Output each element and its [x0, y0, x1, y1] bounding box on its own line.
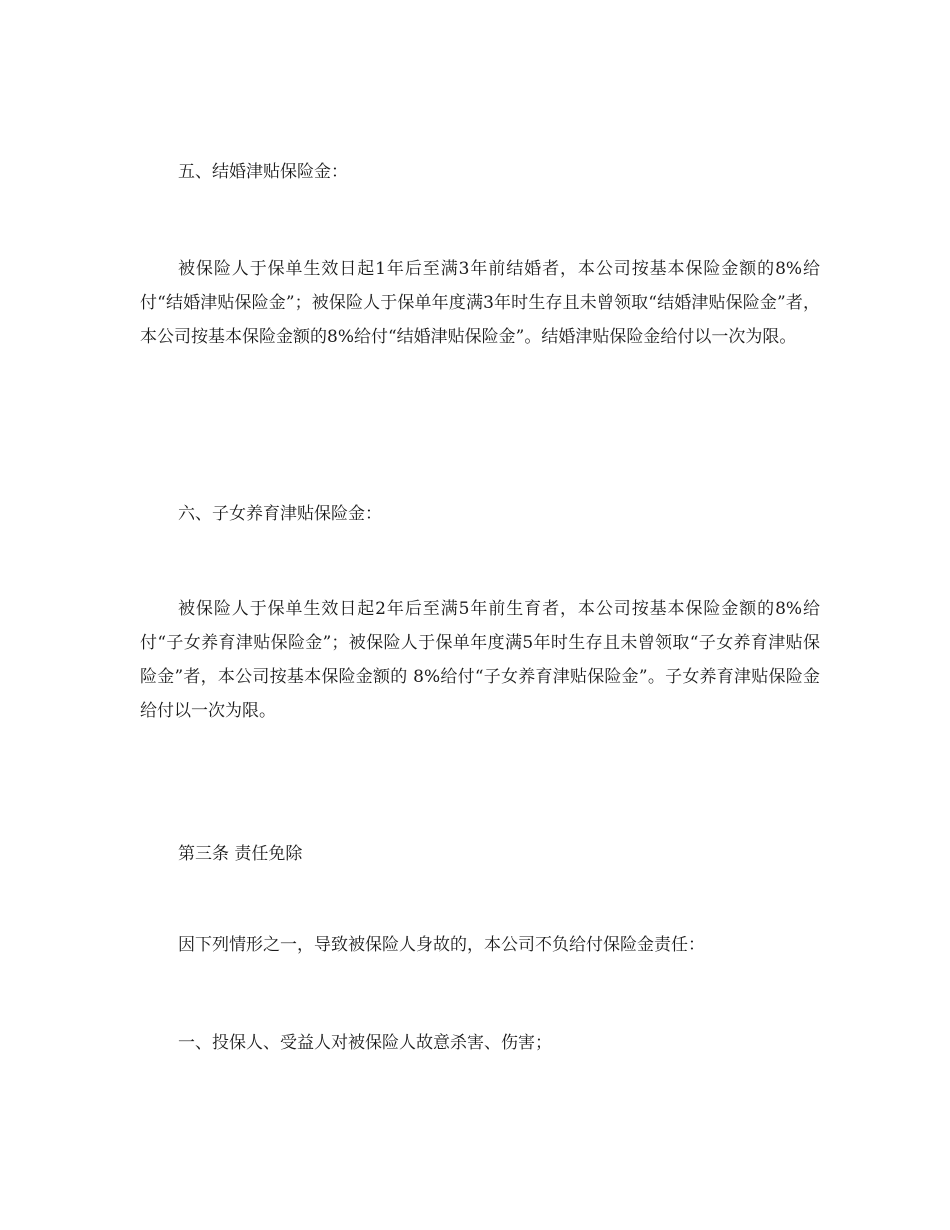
exclusion-item-1: 一、投保人、受益人对被保险人故意杀害、伤害； — [178, 1033, 552, 1053]
section-6-heading: 六、子女养育津贴保险金： — [178, 504, 382, 524]
section-5-heading: 五、结婚津贴保险金： — [178, 162, 348, 182]
section-6-body: 被保险人于保单生效日起2年后至满5年前生育者，本公司按基本保险金额的8%给付“子女养育津贴保险金”；被保险人于保单年度满5年时生存且未曾领取“子女养育津贴保险金”者，本公司按基本保险金额的 8%给付“子女养育津贴保险金”。子女养育津贴保险金给付以一次为限。 — [140, 599, 820, 721]
section-5-body: 被保险人于保单生效日起1年后至满3年前结婚者，本公司按基本保险金额的8%给付“结婚津贴保险金”；被保险人于保单年度满3年时生存且未曾领取“结婚津贴保险金”者，本公司按基本保险金额的8%给付“结婚津贴保险金”。结婚津贴保险金给付以一次为限。 — [140, 259, 820, 347]
article-3-intro: 因下列情形之一，导致被保险人身故的，本公司不负给付保险金责任： — [178, 935, 705, 955]
article-3-heading: 第三条 责任免除 — [178, 844, 303, 864]
